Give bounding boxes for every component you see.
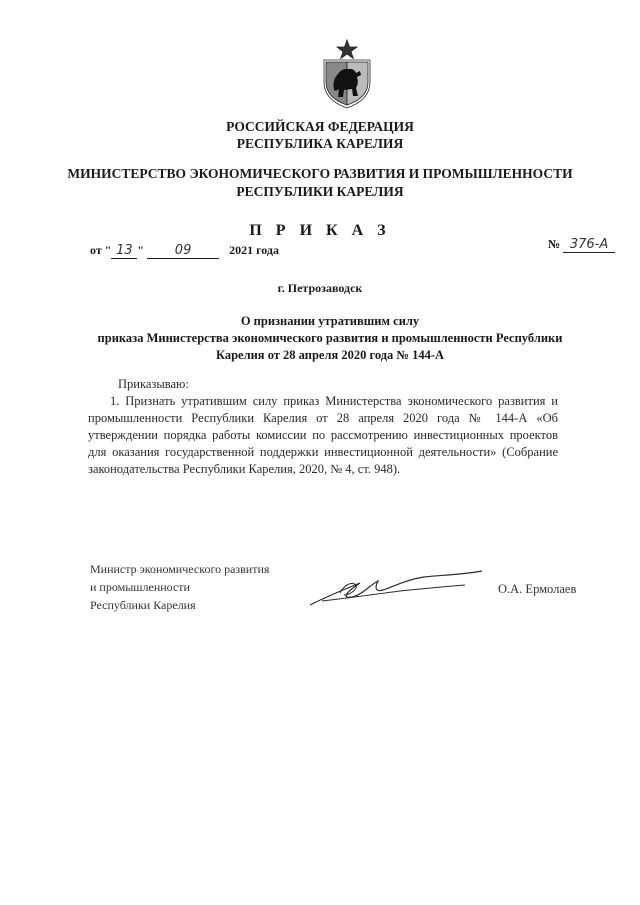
date-day: 13 (111, 244, 137, 259)
document-type: П Р И К А З (249, 222, 391, 239)
number-label: № (548, 237, 561, 251)
city: г. Петрозаводск (277, 281, 363, 295)
signatory-title (90, 560, 269, 614)
republic-emblem (318, 38, 376, 110)
federation-line: РОССИЙСКАЯ ФЕДЕРАЦИЯ (226, 119, 414, 134)
ministry-line-2: РЕСПУБЛИКИ КАРЕЛИЯ (236, 184, 404, 199)
signatory-title-line-3: Республики Карелия (90, 598, 196, 612)
date-line (90, 243, 279, 259)
subject-line-3: Карелия от 28 апреля 2020 года № 144-А (215, 348, 445, 362)
order-lead: Приказываю: (118, 377, 189, 391)
date-prefix: от " (90, 243, 112, 257)
country-header (0, 118, 640, 152)
date-quote: " (137, 243, 145, 257)
ministry-line-1: МИНИСТЕРСТВО ЭКОНОМИЧЕСКОГО РАЗВИТИЯ И ПРОМЫШЛЕННОСТИ (67, 166, 573, 181)
ministry-header (0, 165, 640, 201)
subject-line-2: приказа Министерства экономического развития и промышленности Республики (97, 331, 563, 345)
subject-line-1: О признании утратившим силу (240, 314, 420, 328)
number-value: 376-А (563, 238, 615, 253)
order-number (548, 237, 615, 253)
signatory-title-line-1: Министр экономического развития (90, 562, 270, 576)
handwritten-signature (300, 565, 490, 613)
signatory-title-line-2: и промышленности (90, 580, 190, 594)
signatory-name: О.А. Ермолаев (498, 582, 577, 596)
order-body (88, 376, 558, 478)
order-subject (60, 313, 600, 364)
date-month: 09 (147, 244, 219, 259)
date-year: 2021 года (229, 243, 279, 257)
order-paragraph-1: 1. Признать утратившим силу приказ Министерства экономического развития и промышленности Республики Карелия от 28 апреля 2020 года № 144-А «Об утверждении порядка работы комиссии по рассмотрению инвестиционных проектов для оказания государственной поддержки инвестиционной деятельности» (Собрание законодательства Республики Карелия, 2020, № 4, ст. 948). (88, 394, 558, 476)
republic-line: РЕСПУБЛИКА КАРЕЛИЯ (236, 136, 404, 151)
